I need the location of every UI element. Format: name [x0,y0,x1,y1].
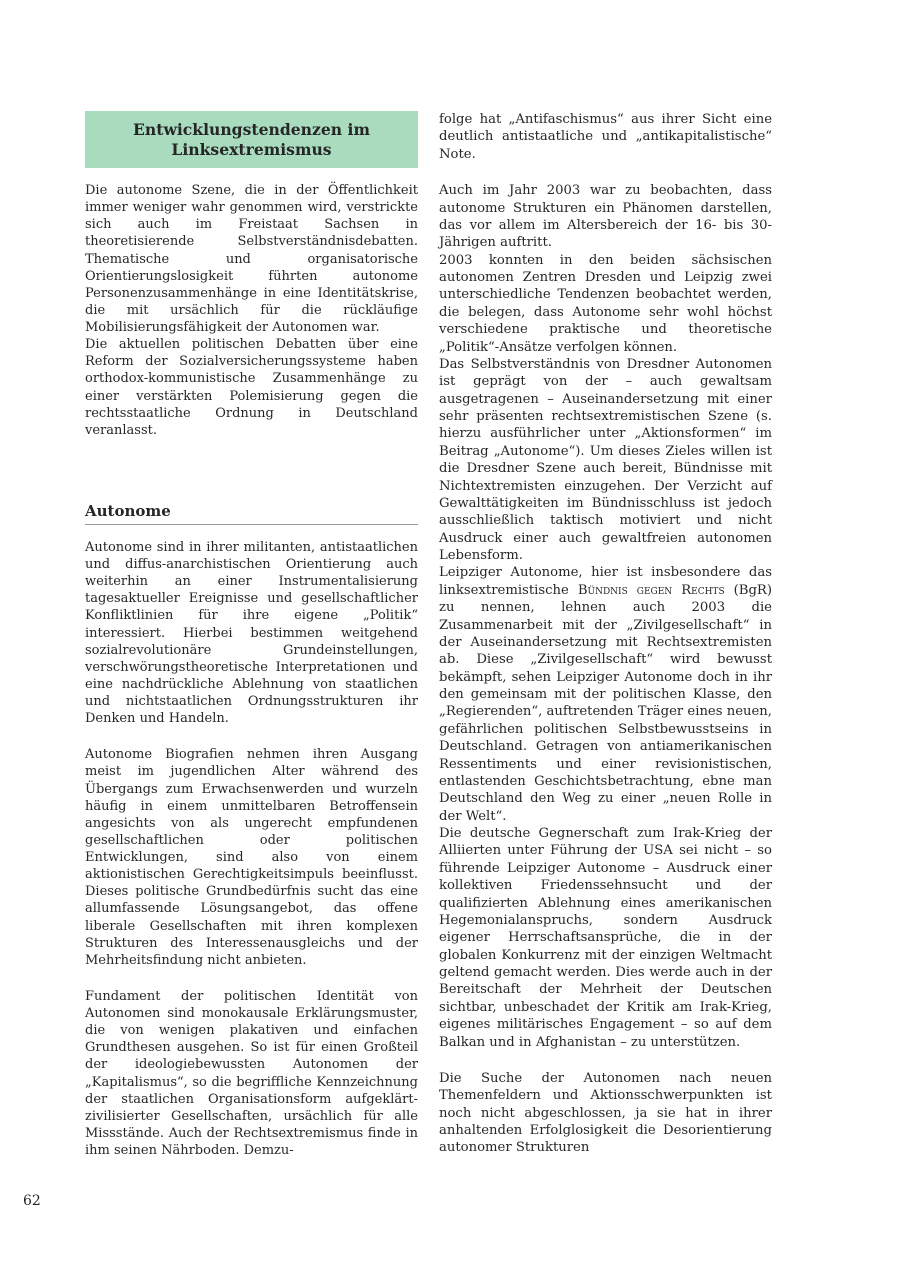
body-paragraph: Auch im Jahr 2003 war zu beobachten, dass autonome Strukturen ein Phänomen darstellen, das vor allem im Altersbereich der 16- bis 30-Jährigen auftritt. [439,183,772,251]
body-paragraph: 2003 konnten in den beiden sächsischen autonomen Zentren Dresden und Leipzig zwei unterschiedliche Tendenzen beobachtet werden, die belegen, dass Autonome sehr wohl höchst verschiedene praktische und theoretische „Politik“-Ansätze verfolgen können. [439,252,772,355]
body-paragraph: Die Suche der Autonomen nach neuen Themenfeldern und Aktionsschwerpunkten ist noch nicht abgeschlossen, ja sie hat in ihrer anhaltenden Erfolglosigkeit die Desorientierung autonomer Strukturen [439,1070,772,1156]
right-column [439,111,772,1157]
body-paragraph: Die deutsche Gegnerschaft zum Irak-Krieg der Alliierten unter Führung der USA sei nicht – so führende Leipziger Autonome – Ausdruck einer kollektiven Friedenssehnsucht und der qualifizierten Ablehnung eines amerikanischen Hegemonialanspruchs, sondern Ausdruck eigener Herrschaftsansprüche, die in der globalen Konkurrenz mit der einzigen Weltmacht geltend gemacht werden. Dies werde auch in der Bereitschaft der Mehrheit der Deutschen sichtbar, unbeschadet der Kritik am Irak-Krieg, eigenes militärisches Engagement – so auf dem Balkan und in Afghanistan – zu unterstützen. [439,826,772,1050]
body-paragraph: folge hat „Antifaschismus“ aus ihrer Sicht eine deutlich antistaatliche und „antikapitalistische“ Note. [439,112,772,162]
intro-paragraph: Die aktuellen politischen Debatten über eine Reform der Sozialversicherungssysteme haben orthodox-kommunistische Zusammenhänge zu einer verstärkten Polemisierung gegen die rechtsstaatliche Ordnung in Deutschland veranlasst. [85,337,418,438]
chapter-heading [85,111,418,168]
chapter-heading-line-2: Linksextremismus [171,139,332,159]
body-paragraph [439,564,772,825]
section-title-autonome: Autonome [85,501,418,525]
text-run: (BgR) zu nennen, lehnen auch 2003 die Zusammenarbeit mit der „Zivilgesellschaft“ in der Auseinandersetzung mit Rechtsextremisten ab. Diese „Zivilgesellschaft“ wird bewusst bekämpft, sehen Leipziger Autonome doch in ihr den gemeinsam mit der politischen Klasse, den „Regierenden“, auftretenden Träger eines neuen, gefährlichen politischen Selbstbewusstseins in Deutschland. Getragen von antiamerikanischen Ressentiments und einer revisionistischen, entlastenden Geschichtsbetrachtung, ebne man Deutschland den Weg zu einer „neuen Rolle in der Welt“. [439,582,772,824]
body-paragraph: Das Selbstverständnis von Dresdner Autonomen ist geprägt von der – auch gewaltsam ausgetragenen – Auseinandersetzung mit einer sehr präsenten rechtsextremistischen Szene (s. hierzu ausführlicher unter „Aktionsformen“ im Beitrag „Autonome“). Um dieses Zieles willen ist die Dresdner Szene auch bereit, Bündnisse mit Nichtextremisten einzugehen. Der Verzicht auf Gewalttätigkeiten im Bündnisschluss ist jedoch ausschließlich taktisch motiviert und nicht Ausdruck einer auch gewaltfreien autonomen Lebensform. [439,356,772,563]
text-run: Leipziger Autonome, hier ist insbesondere das linksextremistische [439,565,772,598]
chapter-heading-line-1: Entwicklungstendenzen im [133,119,370,139]
organisation-name: Bündnis gegen Rechts [577,582,725,598]
page-number: 62 [23,1193,41,1209]
left-column [85,111,418,1159]
intro-paragraph: Die autonome Szene, die in der Öffentlichkeit immer weniger wahr genommen wird, verstrickte sich auch im Freistaat Sachsen in theoretisierende Selbstverständnisdebatten. Thematische und organisatorische Orientierungslosigkeit führten autonome Personenzusammenhänge in eine Identitätskrise, die mit ursächlich für die rückläufige Mobilisierungsfähigkeit der Autonomen war. [85,183,418,335]
body-paragraph: Fundament der politischen Identität von Autonomen sind monokausale Erklärungsmuster, die von wenigen plakativen und einfachen Grundthesen ausgehen. So ist für einen Großteil der ideologiebewussten Autonomen der „Kapitalismus“, so die begriffliche Kennzeichnung der staatlichen Organisationsform aufgeklärt-zivilisierter Gesellschaften, ursächlich für alle Missstände. Auch der Rechtsextremismus finde in ihm seinen Nährboden. Demzu- [85,988,418,1158]
body-paragraph: Autonome sind in ihrer militanten, antistaatlichen und diffus-anarchistischen Orientierung auch weiterhin an einer Instrumentalisierung tagesaktueller Ereignisse und gesellschaftlicher Konfliktlinien für ihre eigene „Politik“ interessiert. Hierbei bestimmen weitgehend sozialrevolutionäre Grundeinstellungen, verschwörungstheoretische Interpretationen und eine nachdrückliche Ablehnung von staatlichen und nichtstaatlichen Ordnungsstrukturen ihr Denken und Handeln. [85,539,418,727]
body-paragraph: Autonome Biografien nehmen ihren Ausgang meist im jugendlichen Alter während des Übergangs zum Erwachsenwerden und wurzeln häufig in einem unmittelbaren Betroffensein angesichts von als ungerecht empfundenen gesellschaftlichen oder politischen Entwicklungen, sind also von einem aktionistischen Gerechtigkeitsimpuls beeinflusst. Dieses politische Grundbedürfnis sucht das eine allumfassende Lösungsangebot, das offene liberale Gesellschaften mit ihren komplexen Strukturen des Interessenausgleichs und der Mehrheitsfindung nicht anbieten. [85,747,418,968]
